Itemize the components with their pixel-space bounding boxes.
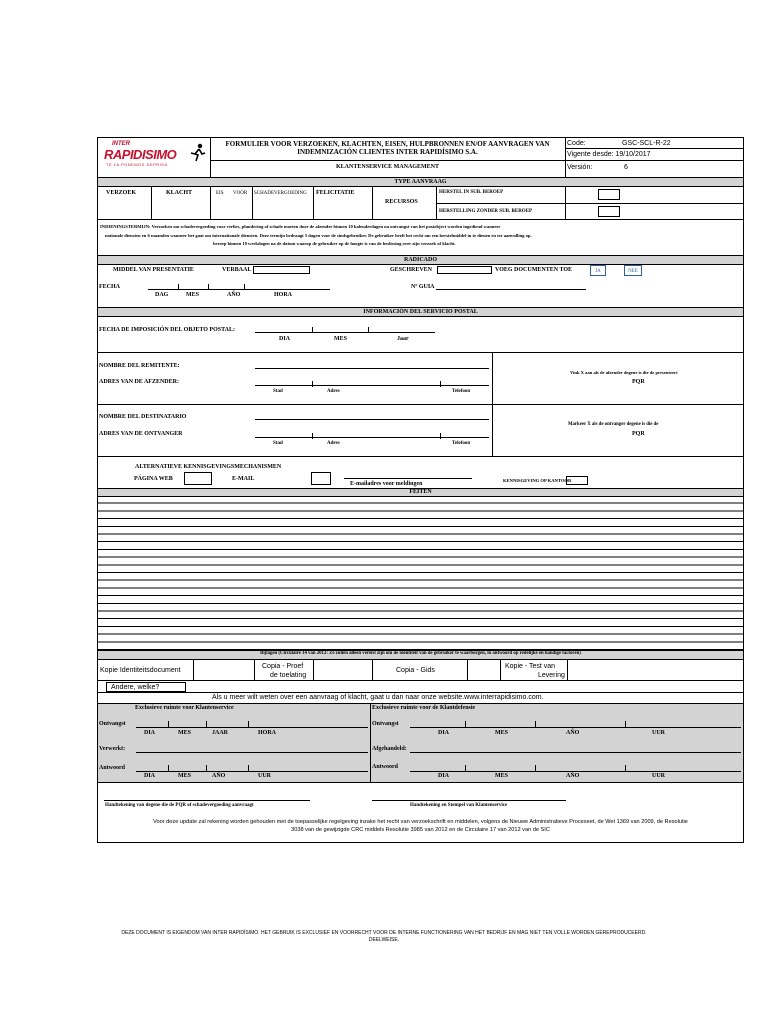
andere-input[interactable] xyxy=(174,682,186,692)
right-ontvangst-ano: AÑO xyxy=(566,730,580,736)
feiten-title: FEITEN xyxy=(409,489,432,495)
pagina-web-label: PÁGINA WEB xyxy=(134,476,173,482)
option-voor: VOOR xyxy=(233,191,248,196)
left-ontvangst-label: Ontvangst xyxy=(99,721,126,727)
right-antwoord-line[interactable] xyxy=(410,771,741,772)
herstel-zonder-sub-checkbox[interactable] xyxy=(598,206,620,217)
email-checkbox[interactable] xyxy=(311,472,331,485)
left-ontvangst-mes: MES xyxy=(178,730,192,736)
pagina-web-checkbox[interactable] xyxy=(184,472,212,485)
term-text-line1: INDIENINGSTERMIJN: Verzoeken om schadevergoeding voor verlies, plundering of schade moeten door de afzender binnen 10 kalenderdagen na ontvangst van het postobject worden ingediend wanneer xyxy=(100,224,501,229)
logo-main-text: RAPIDISIMO xyxy=(104,147,177,162)
afzender-address-line[interactable] xyxy=(255,385,489,386)
ja-checkbox[interactable]: JA xyxy=(590,265,606,276)
afgehandeld-line[interactable] xyxy=(410,752,741,753)
imposicion-mes-label: MES xyxy=(334,336,348,342)
service-signature-label: Handtekening en Stempel van Klantenservice xyxy=(410,803,508,808)
afzender-adres-label: Adres xyxy=(327,389,340,394)
left-ontvangst-line[interactable] xyxy=(136,727,368,728)
feiten-lines[interactable] xyxy=(97,496,744,650)
left-antwoord-ano: AÑO xyxy=(212,773,226,779)
fecha-label: FECHA xyxy=(99,284,120,290)
right-antwoord-dia: DIA xyxy=(438,773,450,779)
right-ontvangst-mes: MES xyxy=(495,730,509,736)
code-value: GSC-SCL-R-22 xyxy=(622,140,671,147)
remitente-name-label: NOMBRE DEL REMITENTE: xyxy=(99,363,180,369)
option-recursos: RECURSOS xyxy=(385,199,418,205)
middel-label: MIDDEL VAN PRESENTATIE xyxy=(113,267,194,273)
company-logo xyxy=(100,139,208,175)
afzender-telefoon-label: Telefoon xyxy=(452,389,471,394)
verwerkt-line[interactable] xyxy=(136,752,368,753)
guia-label: Nº GUIA xyxy=(411,284,435,290)
valid-since-label: Vigente desde: 19/10/2017 xyxy=(567,151,651,158)
requester-signature-label: Handtekening van degene die de PQR of schadevergoeding aanvraagt xyxy=(105,803,254,808)
ontvanger-stad-label: Stad xyxy=(273,441,283,446)
option-schadevergoeding[interactable]: SCHADEVERGOEDING xyxy=(254,191,307,196)
destinatario-name-label: NOMBRE DEL DESTINATARIO xyxy=(99,414,187,420)
option-felicitatie[interactable]: FELICITATIE xyxy=(316,190,355,196)
fecha-ano-label: AÑO xyxy=(227,292,241,298)
kopie-identiteitsdocument[interactable]: Kopie Identiteitsdocument xyxy=(100,667,181,674)
geschreven-checkbox[interactable] xyxy=(437,266,492,274)
verwerkt-label: Verwerkt: xyxy=(99,746,126,752)
option-eis[interactable]: EIS xyxy=(216,191,224,196)
term-text-line3: beroep binnen 10 werkdagen na de datum waarop de gebruiker op de hoogte is van de beslissing over zijn verzoek of klacht. xyxy=(213,241,456,246)
code-label: Code: xyxy=(567,140,586,147)
term-text-line2: nationale diensten en 6 maanden wanneer het gaat om internationale diensten. Deze termijn bedraagt 5 dagen voor de sindsgebruiker. De gebruiker heeft het recht om een herstelmiddel in te dienen en ter aanvulling op. xyxy=(105,233,532,238)
remitente-name-line[interactable] xyxy=(255,368,489,369)
left-ontvangst-jaar: JAAR xyxy=(212,730,228,736)
left-ontvangst-dia: DIA xyxy=(144,730,156,736)
right-antwoord-ano: AÑO xyxy=(566,773,580,779)
ontvanger-adres-label: Adres xyxy=(327,441,340,446)
right-ontvangst-line[interactable] xyxy=(410,727,741,728)
kennisgeving-kantoor-checkbox[interactable] xyxy=(566,476,588,485)
right-ontvangst-label: Ontvangst xyxy=(372,721,399,727)
radicado-title: RADICADO xyxy=(404,257,437,263)
alt-mechanisms-title: ALTERNATIEVE KENNISGEVINGSMECHANISMEN xyxy=(135,464,282,470)
right-ontvangst-dia: DIA xyxy=(438,730,450,736)
nee-checkbox[interactable]: NEE xyxy=(624,265,642,276)
left-antwoord-mes: MES xyxy=(178,773,192,779)
copia-proef-line2[interactable]: de toelating xyxy=(270,672,307,679)
kennisgeving-kantoor-label: KENNISGEVING OP KANTOOR xyxy=(503,478,572,483)
imposicion-jaar-label: Jaar xyxy=(397,336,409,342)
fecha-dag-label: DAG xyxy=(155,292,169,298)
imposicion-dia-label: DIA xyxy=(279,336,291,342)
markeer-ontvanger-pqr: PQR xyxy=(632,431,645,437)
option-klacht[interactable]: KLACHT xyxy=(166,190,193,196)
herstel-in-sub-checkbox[interactable] xyxy=(598,189,620,200)
emailadres-line[interactable] xyxy=(344,478,472,479)
version-value: 6 xyxy=(624,164,628,171)
version-label: Versión: xyxy=(567,164,593,171)
geschreven-label: GESCHREVEN xyxy=(390,267,433,273)
option-herstel-zonder-sub: HERSTELLING ZONDER SUB. BEROEP xyxy=(439,209,533,214)
kopie-test-line1[interactable]: Kopie - Test van xyxy=(505,663,556,670)
legal-note-line1: Voor deze update zal rekening worden gehouden met de toepasselijke regelgeving inzake het recht van verzoekschrift en middelen, volgens de Nieuwe Administratieve Proceseet, de Wet 1369 van 2009, de Resolutie xyxy=(153,819,688,825)
ontvanger-address-label: ADRES VAN DE ONTVANGER xyxy=(99,431,183,437)
voeg-documenten-label: VOEG DOCUMENTEN TOE xyxy=(495,267,573,273)
runner-logo-icon xyxy=(190,143,206,163)
destinatario-name-line[interactable] xyxy=(255,419,489,420)
ontvanger-address-line[interactable] xyxy=(255,437,489,438)
website-info: Als u meer wilt weten over een aanvraag of klacht, gaat u dan naar onze website.www.interrapidisimo.com. xyxy=(212,694,544,701)
right-antwoord-uur: UUR xyxy=(652,773,665,779)
afzender-address-label: ADRES VAN DE AFZENDER: xyxy=(99,379,179,385)
verbaal-checkbox[interactable] xyxy=(253,266,310,274)
legal-note-line2: 3038 van de gewijzigde CRC middels Resolutie 3985 van 2012 en de Circulaire 17 van 2012 van de SIC xyxy=(291,827,550,833)
option-verzoek[interactable]: VERZOEK xyxy=(106,190,137,196)
andere-label: Andere, welke? xyxy=(111,684,160,691)
logo-small-text: INTER xyxy=(112,141,130,147)
fecha-hora-label: HORA xyxy=(274,292,292,298)
service-signature-line[interactable] xyxy=(372,800,566,801)
right-ontvangst-uur: UUR xyxy=(652,730,665,736)
copia-proef-line1[interactable]: Copia - Proef xyxy=(262,663,304,670)
bijlagen-text: Bijlagen (Circulaire 14 van 2012: Ze zullen alleen vereist zijn om de identiteit van de gebruiker te waarborgen, in antwoord op redelijke en handige factoren) xyxy=(260,651,581,656)
ontvanger-telefoon-label: Telefoon xyxy=(452,441,471,446)
email-label: E-MAIL xyxy=(232,476,255,482)
vink-afzender-pqr: PQR xyxy=(632,379,645,385)
postal-title: INFORMACIÓN DEL SERVICIO POSTAL xyxy=(363,309,478,315)
type-section-title: TYPE AANVRAAG xyxy=(394,179,447,185)
afgehandeld-label: Afgehandeld: xyxy=(372,746,407,752)
form-subtitle: KLANTENSERVICE MANAGEMENT xyxy=(336,164,439,170)
kopie-test-line2[interactable]: Levering xyxy=(538,672,565,679)
klantenservice-title: Exclusieve ruimte voor Klantenservice xyxy=(135,705,234,711)
form-title-line1: FORMULIER VOOR VERZOEKEN, KLACHTEN, EISEN, HULPBRONNEN EN/OF AANVRAGEN VAN xyxy=(225,140,550,148)
left-antwoord-label: Antwoord xyxy=(99,765,126,771)
left-antwoord-dia: DIA xyxy=(144,773,156,779)
afzender-stad-label: Stad xyxy=(273,389,283,394)
form-title-line2: INDEMNIZACIÓN CLIENTES INTER RAPIDÍSIMO S.A. xyxy=(297,148,478,156)
fecha-line[interactable] xyxy=(148,289,330,290)
right-antwoord-label: Antwoord xyxy=(372,764,399,770)
right-antwoord-mes: MES xyxy=(495,773,509,779)
logo-slogan: TE LA PONEMOS DEPRISA xyxy=(106,162,168,167)
copia-gids[interactable]: Copia - Gids xyxy=(396,667,435,674)
emailadres-label: E-mailadres voor meldingen xyxy=(350,481,423,487)
markeer-ontvanger-text: Markeer X als de ontvanger degene is die de xyxy=(568,422,659,427)
footer-line2: DEELWEISE. xyxy=(368,937,400,943)
left-antwoord-uur: UUR xyxy=(258,773,271,779)
verbaal-label: VERBAAL xyxy=(222,267,252,273)
left-antwoord-line[interactable] xyxy=(136,771,368,772)
fecha-mes-label: MES xyxy=(186,292,200,298)
vink-afzender-text: Vink X aan als de afzender degene is die de presenteert xyxy=(570,370,678,375)
fecha-imposicion-label: FECHA DE IMPOSICIÓN DEL OBJETO POSTAL: xyxy=(99,327,235,333)
option-herstel-in-sub: HERSTEL IN SUB. BEROEP xyxy=(439,190,504,195)
left-ontvangst-hora: HORA xyxy=(258,730,276,736)
guia-line[interactable] xyxy=(436,289,586,290)
fecha-imposicion-line[interactable] xyxy=(255,332,435,333)
requester-signature-line[interactable] xyxy=(104,800,310,801)
footer-line1: DEZE DOCUMENT IS EIGENDOM VAN INTER RAPIDÍSIMO. HET GEBRUIK IS EXCLUSIEF EN VOORRECHT VOOR DE INTERNE FUNCTIONERING VAN HET BEDRIJF EN MAG NIET TEN VOLLE WORDEN GEREPRODUCEERD. xyxy=(121,930,647,936)
klantdefensie-title: Exclusieve ruimte voor de Klantdefensie xyxy=(372,705,476,711)
